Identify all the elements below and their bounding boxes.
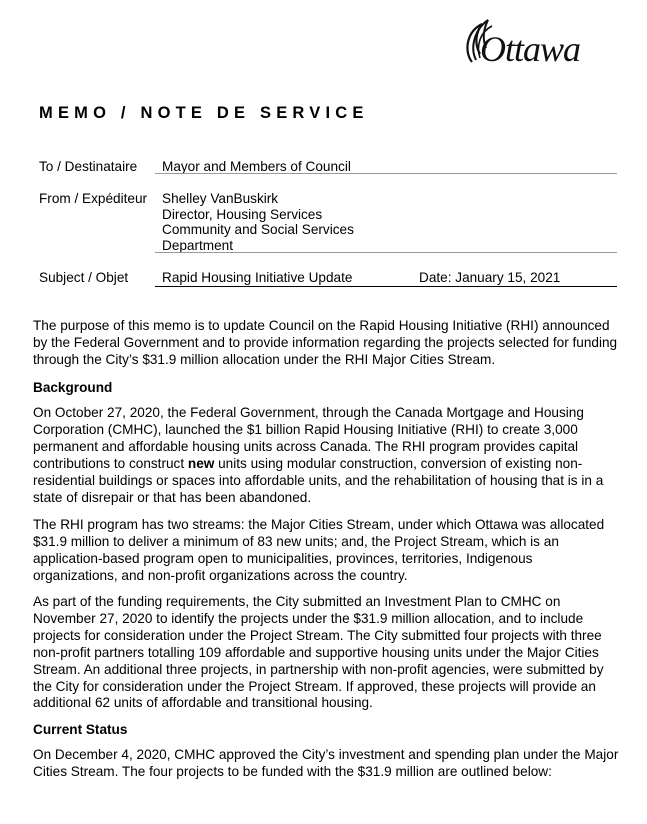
date-value: Date: January 15, 2021 — [419, 270, 561, 285]
background-paragraph-2 — [33, 517, 629, 585]
background-paragraph-1 — [33, 405, 629, 506]
background-paragraph-3 — [33, 594, 629, 712]
from-line-3: Community and Social Services — [162, 222, 354, 237]
to-label: To / Destinataire — [39, 159, 138, 174]
current-status-heading: Current Status — [33, 722, 128, 737]
paragraph-line: projects for consideration under the Project Stream. The City submitted four projects with three — [33, 627, 602, 643]
subject-rule — [155, 286, 617, 287]
paragraph-line: additional 62 units of affordable and transitional housing. — [33, 695, 373, 711]
from-line-4: Department — [162, 237, 234, 253]
bold-new: new — [187, 455, 215, 471]
current-status-paragraph — [33, 747, 629, 781]
from-rule — [155, 252, 617, 253]
logo-wordmark: Ottawa — [480, 29, 581, 69]
paragraph-line: application-based program open to municipalities, provinces, territories, Indigenous — [33, 550, 533, 566]
subject-label: Subject / Objet — [39, 270, 129, 285]
text-fragment: units using modular construction, conversion of existing non- — [214, 455, 583, 471]
paragraph-line: non-profit partners totalling 109 affordable and supportive housing units under the Major Cities — [33, 644, 599, 660]
from-line-2: Director, Housing Services — [162, 206, 323, 222]
paragraph-line: On October 27, 2020, the Federal Government, through the Canada Mortgage and Housing — [33, 405, 584, 420]
text-fragment: contributions to construct — [33, 455, 188, 471]
intro-line: through the City’s $31.9 million allocation under the RHI Major Cities Stream. — [33, 351, 496, 367]
memo-title: MEMO / NOTE DE SERVICE — [39, 104, 369, 122]
paragraph-line: The RHI program has two streams: the Major Cities Stream, under which Ottawa was allocated — [33, 517, 605, 532]
paragraph-line: residential buildings or spaces into affordable units, and the rehabilitation of housing that is in a — [33, 472, 604, 488]
ottawa-logo — [462, 14, 594, 72]
paragraph-line: $31.9 million to deliver a minimum of 83 new units; and, the Project Stream, which is an — [33, 533, 559, 549]
to-rule — [155, 173, 617, 174]
paragraph-line: Stream. An additional three projects, in partnership with non-profit agencies, were submitted by — [33, 661, 604, 677]
intro-line: by the Federal Government and to provide information regarding the projects selected for funding — [33, 334, 618, 350]
paragraph-line: November 27, 2020 to identify the projects under the $31.9 million allocation, and to include — [33, 610, 584, 626]
paragraph-line: Cities Stream. The four projects to be funded with the $31.9 million are outlined below: — [33, 763, 552, 779]
from-label: From / Expéditeur — [39, 191, 148, 206]
background-heading: Background — [33, 380, 113, 395]
paragraph-line-mixed — [33, 456, 629, 473]
paragraph-line: the City for consideration under the Project Stream. If approved, these projects will provide an — [33, 678, 596, 694]
paragraph-line: state of disrepair or that has been abandoned. — [33, 489, 312, 505]
paragraph-line: organizations, and non-profit organizations across the country. — [33, 567, 408, 583]
intro-line: The purpose of this memo is to update Council on the Rapid Housing Initiative (RHI) announced — [33, 318, 610, 333]
paragraph-line: permanent and affordable housing units across Canada. The RHI program provides capital — [33, 438, 579, 454]
to-value: Mayor and Members of Council — [162, 159, 351, 174]
paragraph-line: On December 4, 2020, CMHC approved the City’s investment and spending plan under the Major — [33, 747, 619, 762]
from-line-1: Shelley VanBuskirk — [162, 191, 279, 206]
intro-paragraph — [33, 318, 629, 369]
paragraph-line: As part of the funding requirements, the City submitted an Investment Plan to CMHC on — [33, 594, 561, 609]
subject-value: Rapid Housing Initiative Update — [162, 270, 353, 285]
paragraph-line: Corporation (CMHC), launched the $1 billion Rapid Housing Initiative (RHI) to create 3,000 — [33, 421, 578, 437]
